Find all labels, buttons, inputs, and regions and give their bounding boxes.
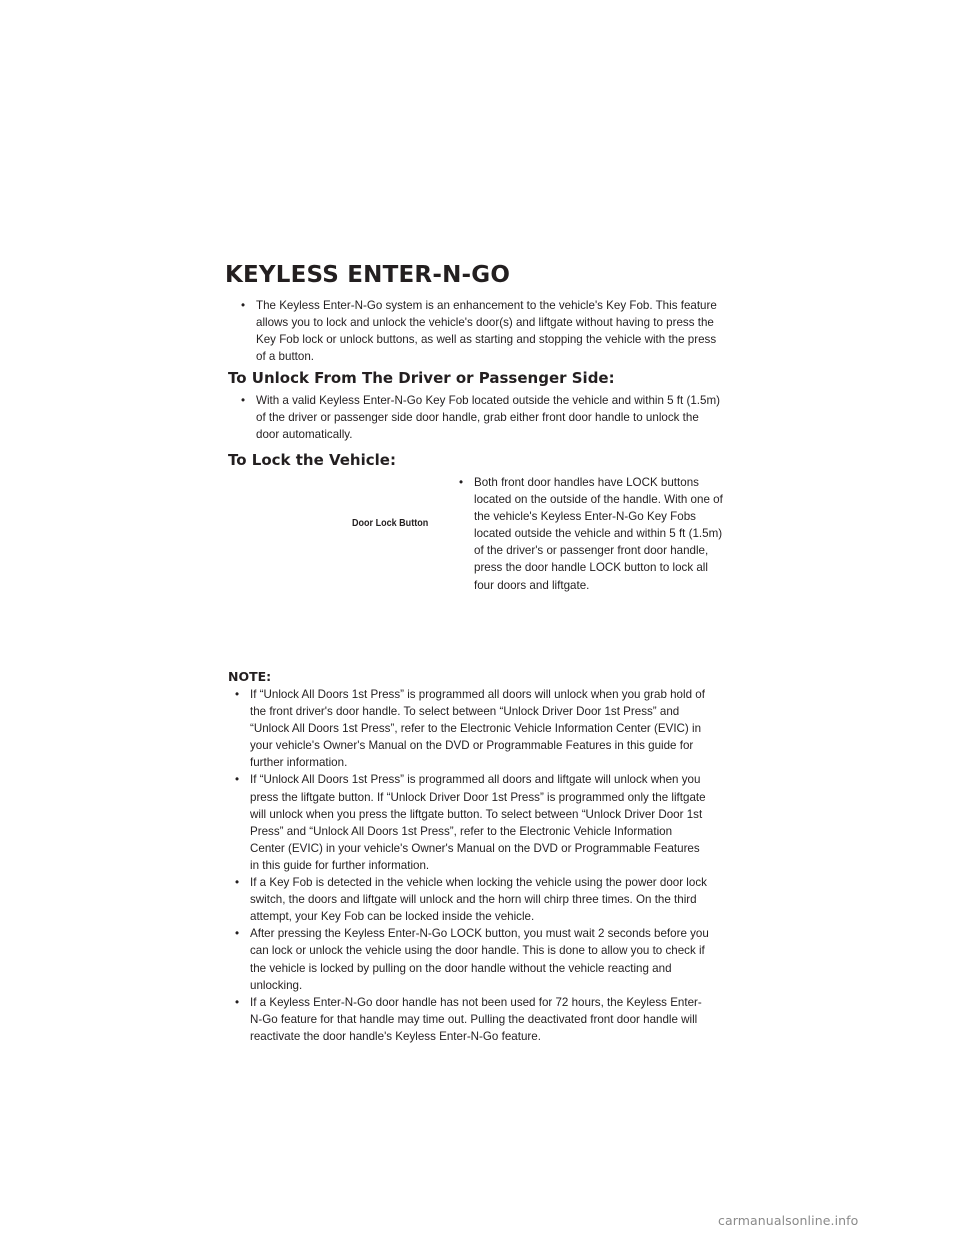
note-label: NOTE:	[228, 669, 272, 684]
unlock-heading: To Unlock From The Driver or Passenger Side:	[228, 369, 615, 387]
note-item: • If “Unlock All Doors 1st Press” is programmed all doors will unlock when you grab hold of the front driver's door handle. To select between “Unlock Driver Door 1st Press” and “Unlock All Doors 1st Press”, refer to the Electronic Vehicle Information Center (EVIC) in your vehicle's Owner's Manual on the DVD or Programmable Features in this guide for further information.	[226, 686, 710, 771]
intro-item: • The Keyless Enter-N-Go system is an enhancement to the vehicle's Key Fob. This feature allows you to lock and unlock the vehicle's door(s) and liftgate without having to press the Key Fob lock or unlock buttons, as well as starting and stopping the vehicle with the press of a button.	[232, 297, 722, 365]
unlock-item: • With a valid Keyless Enter-N-Go Key Fob located outside the vehicle and within 5 ft (1.5m) of the driver or passenger side door handle, grab either front door handle to unlock the door automatically.	[232, 392, 722, 443]
lock-item: • Both front door handles have LOCK buttons located on the outside of the handle. With one of the vehicle's Keyless Enter-N-Go Key Fobs located outside the vehicle and within 5 ft (1.5m) of the driver's or passenger front door handle, press the door handle LOCK button to lock all four doors and liftgate.	[450, 474, 725, 594]
lock-list	[450, 474, 725, 594]
lock-heading: To Lock the Vehicle:	[228, 451, 396, 469]
section-title: KEYLESS ENTER-N-GO	[225, 262, 511, 288]
figure-caption: Door Lock Button	[352, 517, 429, 529]
note-item: • After pressing the Keyless Enter-N-Go LOCK button, you must wait 2 seconds before you can lock or unlock the vehicle using the door handle. This is done to allow you to check if the vehicle is locked by pulling on the door handle without the vehicle reacting and unlocking.	[226, 925, 710, 993]
note-item: • If a Key Fob is detected in the vehicle when locking the vehicle using the power door lock switch, the doors and liftgate will unlock and the horn will chirp three times. On the third attempt, your Key Fob can be locked inside the vehicle.	[226, 874, 710, 925]
note-list	[226, 686, 710, 1045]
intro-list	[232, 297, 722, 365]
note-item: • If a Keyless Enter-N-Go door handle has not been used for 72 hours, the Keyless Enter-N-Go feature for that handle may time out. Pulling the deactivated front door handle will reactivate the door handle's Keyless Enter-N-Go feature.	[226, 994, 710, 1045]
door-lock-figure	[228, 474, 444, 649]
watermark-footer: carmanualsonline.info	[718, 1213, 859, 1228]
unlock-list	[232, 392, 722, 443]
note-item: • If “Unlock All Doors 1st Press” is programmed all doors and liftgate will unlock when you press the liftgate button. If “Unlock Driver Door 1st Press” is programmed only the liftgate will unlock when you press the liftgate button. To select between “Unlock Driver Door 1st Press” and “Unlock All Doors 1st Press”, refer to the Electronic Vehicle Information Center (EVIC) in your vehicle's Owner's Manual on the DVD or Programmable Features in this guide for further information.	[226, 771, 710, 874]
